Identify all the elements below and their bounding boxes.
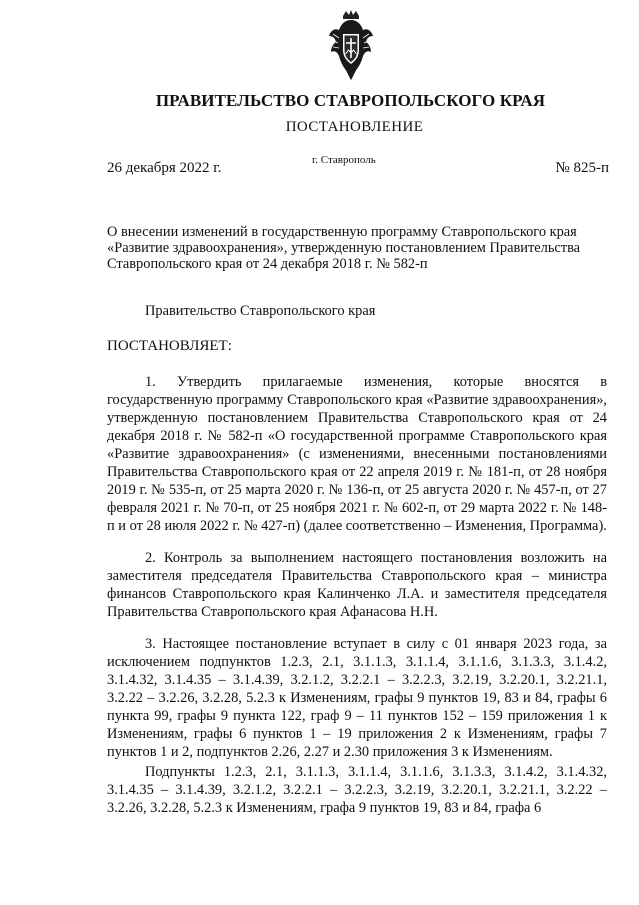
document-number: № 825-п xyxy=(555,160,609,176)
document-city: г. Ставрополь xyxy=(312,154,376,166)
paragraph-1: 1. Утвердить прилагаемые изменения, которые вносятся в государственную программу Ставропольского края «Развитие здравоохранения», утвержденную постановлением Правительства Ставропольского края от 24 декабря 2018 г. № 582-п «О государственной программе Ставропольского края «Развитие здравоохранения» (с изменениями, внесенными постановлениями Правительства Ставропольского края от 22 апреля 2019 г. № 181-п, от 28 ноября 2019 г. № 535-п, от 25 марта 2020 г. № 136-п, от 25 августа 2020 г. № 457-п, от 27 февраля 2021 г. № 70-п, от 25 ноября 2021 г. № 602-п, от 29 марта 2022 г. № 148-п и от 28 июля 2022 г. № 427-п) (далее соответственно – Изменения, Программа). xyxy=(107,374,607,534)
subject-line: О внесении изменений в государственную программу Ставропольского края xyxy=(107,224,577,240)
document-kind: ПОСТАНОВЛЕНИЕ xyxy=(285,119,424,135)
paragraph-4: Подпункты 1.2.3, 2.1, 3.1.1.3, 3.1.1.4, 3.1.1.6, 3.1.3.3, 3.1.4.2, 3.1.4.32, 3.1.4.35 – 3.1.4.39, 3.2.1.2, 3.2.2.1 – 3.2.2.3, 3.2.19, 3.2.20.1, 3.2.21.1, 3.2.22 – 3.2.26, 3.2.28, 5.2.3 к Изменениям, графа 9 пунктов 19, 83 и 84, графа 6 xyxy=(107,764,607,816)
paragraph-2: 2. Контроль за выполнением настоящего постановления возложить на заместителя председателя Правительства Ставропольского края – министра финансов Ставропольского края Калинченко Л.А. и заместителя председателя Правительства Ставропольского края Афанасова Н.Н. xyxy=(107,550,607,620)
document-subject xyxy=(107,224,607,272)
document-body xyxy=(107,373,607,831)
resolves-heading: ПОСТАНОВЛЯЕТ: xyxy=(107,338,232,354)
subject-line: Ставропольского края от 24 декабря 2018 г. № 582-п xyxy=(107,256,428,272)
paragraph-3: 3. Настоящее постановление вступает в силу с 01 января 2023 года, за исключением подпунктов 1.2.3, 2.1, 3.1.1.3, 3.1.1.4, 3.1.1.6, 3.1.3.3, 3.1.4.2, 3.1.4.32, 3.1.4.35 – 3.1.4.39, 3.2.1.2, 3.2.2.1 – 3.2.2.3, 3.2.19, 3.2.20.1, 3.2.21.1, 3.2.22 – 3.2.26, 3.2.28, 5.2.3 к Изменениям, графы 9 пунктов 19, 83 и 84, графы 6 пункта 99, графы 9 пункта 122, граф 9 – 11 пунктов 152 – 159 приложения 1 к Изменениям, графы 6 пунктов 1 – 19 приложения 2 к Изменениям, графы 7 пунктов 1 и 2, подпунктов 2.26, 2.27 и 2.30 приложения 3 к Изменениям. xyxy=(107,636,607,760)
authority-name: Правительство Ставропольского края xyxy=(145,303,376,319)
subject-line: «Развитие здравоохранения», утвержденную постановлением Правительства xyxy=(107,240,581,256)
coat-of-arms-icon xyxy=(327,10,375,80)
government-title: ПРАВИТЕЛЬСТВО СТАВРОПОЛЬСКОГО КРАЯ xyxy=(155,91,546,110)
document-date: 26 декабря 2022 г. xyxy=(107,160,222,176)
